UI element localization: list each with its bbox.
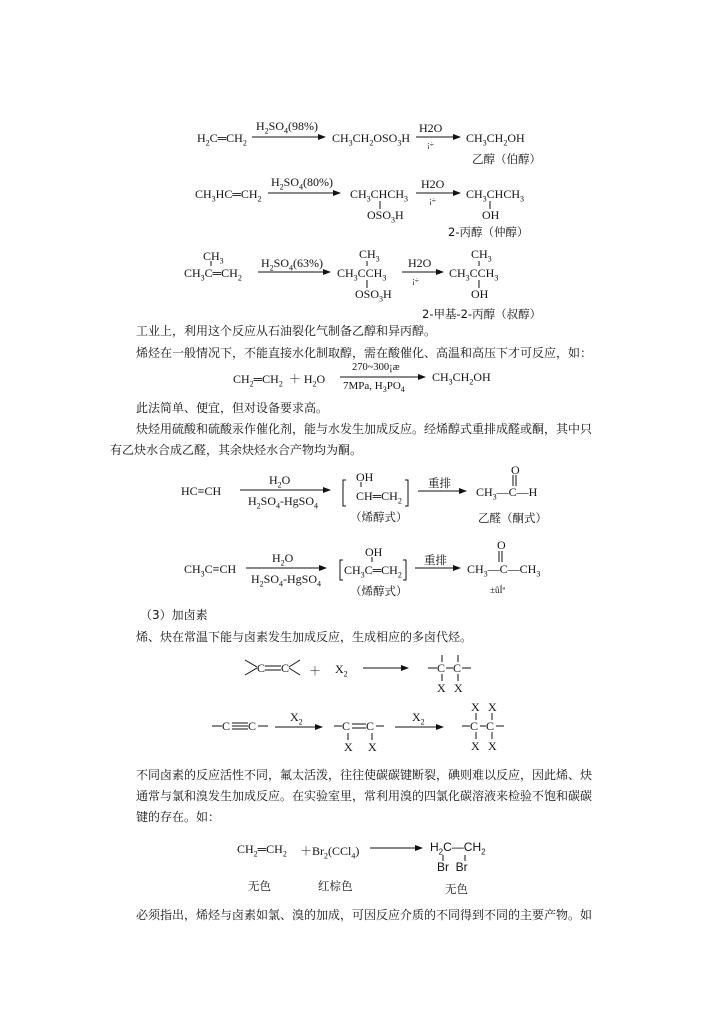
r4-reactant: $CH_2═CH_2 + H_2O$: [233, 372, 326, 389]
r7-plus: ＋: [309, 664, 322, 678]
r7-p-c2: C: [453, 661, 462, 675]
r5-reactant: HC≡CH: [181, 484, 222, 498]
r6-cond-top: $H_2O$: [272, 551, 294, 568]
paragraph-6b: 通常与氯和溴发生加成反应。在实验室里，常利用溴的四氯化碳溶液来检验不饱和碳碳: [136, 789, 593, 803]
r9-reagent: $+Br_2(CCl_4)$: [300, 844, 360, 861]
r6-cond-bottom: $H_2SO_4-HgSO_4$: [251, 572, 322, 589]
paragraph-5: 烯、炔在常温下能与卤素发生加成反应，生成相应的多卤代烃。: [136, 630, 473, 644]
r2-product-sub: OH: [482, 208, 500, 222]
r1-product: $CH_3CH_2OH$: [466, 131, 525, 148]
r3-prod-bottom: OH: [471, 287, 489, 301]
r8-x2-b: $X_2$: [412, 710, 425, 727]
r1-cond2-sub: ¡÷: [427, 140, 435, 149]
paragraph-4b: 有乙炔水合成乙醛，其余炔烃水合产物均为酮。: [110, 443, 363, 457]
r4-product: $CH_3CH_2OH$: [432, 370, 491, 387]
r3-int-top: $CH_3$: [359, 247, 380, 264]
r3-name: 2-甲基-2-丙醇（叔醇）: [422, 307, 542, 321]
r8-p-x4: X: [488, 739, 497, 753]
r7-x-left: X: [437, 681, 446, 695]
r3-cond2: H2O: [408, 256, 432, 270]
r6-arrow-label: 重排: [424, 553, 447, 567]
r2-intermediate-sub: $OSO_3H$: [367, 208, 404, 225]
r3-product: $CH_3CCH_3$: [449, 266, 499, 283]
r2-cond1: $H_2SO_4(80\%)$: [271, 175, 334, 192]
paragraph-6c: 键的存在。如：: [136, 810, 221, 824]
r6-reactant: $CH_3C\equiv CH$: [184, 562, 237, 579]
r8-i-c2: C: [366, 719, 375, 733]
paragraph-4a: 炔烃用硫酸和硫酸汞作催化剂，能与水发生加成反应。经烯醇式重排成醛或酮，其中只: [136, 422, 593, 436]
r8-i-x1: X: [344, 740, 353, 754]
r6-product-label: ±ûÍª: [490, 585, 505, 595]
paragraph-2: 烯烃在一般情况下，不能直接水化制取醇，需在酸催化、高温和高压下才可反应，如：: [136, 346, 593, 360]
r6-enol-top: OH: [365, 545, 383, 559]
r5-product: $CH_3—C—H$: [476, 485, 538, 502]
paragraph-7: 必须指出，烯烃与卤素如氯、溴的加成，可因反应介质的不同得到不同的主要产物。如: [136, 908, 593, 922]
r5-enol-label: （烯醇式）: [350, 510, 408, 524]
r3-prod-top: $CH_3$: [471, 247, 492, 264]
r8-c1: C: [222, 719, 231, 733]
r5-arrow-label: 重排: [428, 476, 451, 490]
r1-cond1: $H_2SO_4(98\%)$: [256, 119, 319, 136]
r1-intermediate: $CH_3CH_2OSO_3H$: [332, 131, 411, 148]
r5-prod-top: O: [511, 463, 520, 477]
r7-x2: $X_2$: [335, 662, 348, 679]
r8-p-x3: X: [471, 739, 480, 753]
r7-c2: C: [281, 661, 290, 675]
r8-i-c1: C: [342, 719, 351, 733]
paragraph-6a: 不同卤素的反应活性不同，氟太活泼，往往使碳碳键断裂，碘则难以反应，因此烯、炔: [136, 768, 593, 782]
r9-label-3: 无色: [445, 882, 468, 896]
r8-x2-a: $X_2$: [290, 710, 303, 727]
r7-x-right: X: [454, 681, 463, 695]
r9-label-1: 无色: [248, 879, 271, 893]
r9-reactant: $CH_2═CH_2$: [237, 842, 287, 859]
r5-enol: $CH═CH_2$: [356, 489, 402, 506]
r8-p-x2: X: [488, 700, 497, 714]
r2-name: 2-丙醇（仲醇）: [448, 225, 529, 239]
r6-enol-label: （烯醇式）: [350, 584, 408, 598]
r9-product-sub: Br Br: [437, 860, 468, 874]
r4-cond-bottom: 7MPa, $H_3PO_4$: [343, 380, 405, 395]
r3-int-bottom: $OSO_3H$: [355, 287, 392, 304]
r3-reactant-top: $CH_3$: [203, 249, 224, 266]
r8-p-c1: C: [470, 719, 479, 733]
r1-cond2: H2O: [419, 121, 443, 135]
r9-product: $H_2C—CH_2$: [430, 840, 486, 857]
r6-enol: $CH_3C═CH_2$: [344, 563, 402, 580]
r8-p-c2: C: [486, 719, 495, 733]
r6-prod-top: O: [497, 538, 506, 552]
r8-p-x1: X: [471, 700, 480, 714]
r7-p-c1: C: [437, 661, 446, 675]
r2-cond2-sub: ¡÷: [429, 196, 437, 205]
r5-enol-top: OH: [356, 470, 374, 484]
r1-name: 乙醇（伯醇）: [472, 152, 541, 166]
r8-i-x2: X: [368, 740, 377, 754]
r4-cond-top: 270~300¡æ: [352, 362, 400, 373]
r6-product: $CH_3—C—CH_3$: [467, 562, 541, 579]
paragraph-3: 此法简单、便宜，但对设备要求高。: [136, 401, 329, 415]
r3-intermediate: $CH_3CCH_3$: [337, 266, 387, 283]
r9-label-2: 红棕色: [318, 879, 353, 893]
r2-intermediate: $CH_3CHCH_3$: [350, 187, 409, 204]
r5-cond-bottom: $H_2SO_4-HgSO_4$: [248, 494, 319, 511]
r5-product-label: 乙醛（酮式）: [478, 511, 547, 525]
r2-reactant: $CH_3HC═CH_2$: [195, 187, 262, 204]
r2-product: $CH_3CHCH_3$: [466, 187, 525, 204]
r3-cond1: $H_2SO_4(63\%)$: [261, 256, 324, 273]
r2-cond2: H2O: [421, 177, 445, 191]
r3-cond2-sub: ¡÷: [412, 276, 420, 285]
r7-c1: C: [257, 661, 266, 675]
r1-reactant: $H_2C═CH_2$: [197, 131, 247, 148]
section-heading-3: （3）加卤素: [140, 608, 208, 622]
r8-c2: C: [248, 719, 257, 733]
r5-cond-top: $H_2O$: [269, 473, 291, 490]
r3-reactant: $CH_3C═CH_2$: [184, 266, 242, 283]
paragraph-1: 工业上，利用这个反应从石油裂化气制备乙醇和异丙醇。: [136, 324, 437, 338]
